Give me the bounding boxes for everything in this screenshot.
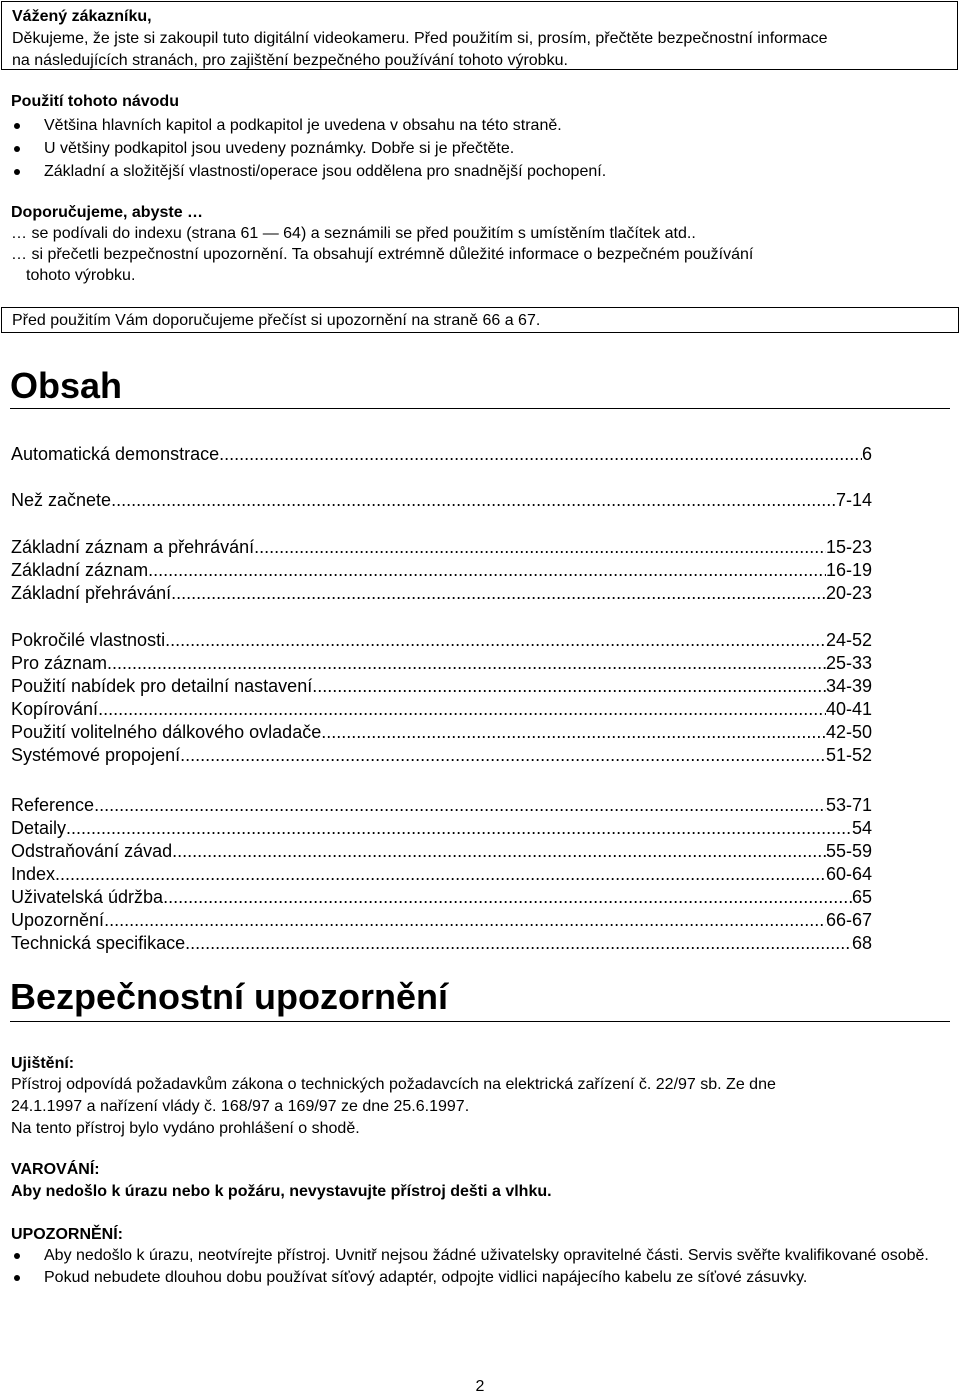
toc-group-1 — [11, 443, 872, 466]
assurance-text — [11, 1074, 891, 1140]
caution-item: Aby nedošlo k úrazu, neotvírejte přístroj. Uvnitř nejsou žádné uživatelsky opravitelné části. Servis svěřte kvalifikované osobě. — [11, 1245, 951, 1266]
caution-heading: UPOZORNĚNÍ: — [11, 1226, 123, 1243]
greeting: Vážený zákazníku, — [12, 8, 152, 25]
toc-entry[interactable]: Detaily ..... 54 — [11, 817, 872, 840]
safety-title: Bezpečnostní upozornění — [10, 976, 449, 1017]
toc-entry[interactable]: Reference ..... 53-71 — [11, 794, 872, 817]
assurance-line-3: Na tento přístroj bylo vydáno prohlášení o shodě. — [11, 1120, 360, 1137]
toc-entry[interactable]: Odstraňování závad ..... 55-59 — [11, 840, 872, 863]
toc-entry[interactable]: Systémové propojení ..... 51-52 — [11, 744, 872, 767]
toc-entry[interactable]: Pokročilé vlastnosti ..... 24-52 — [11, 629, 872, 652]
toc-group-4 — [11, 629, 872, 767]
warning-heading: VAROVÁNÍ: — [11, 1161, 100, 1178]
assurance-line-2: 24.1.1997 a nařízení vlády č. 168/97 a 169/97 ze dne 25.6.1997. — [11, 1098, 470, 1115]
toc-entry[interactable]: Automatická demonstrace ..... 6 — [11, 443, 872, 466]
intro-line-2: na následujících stranách, pro zajištění bezpečného používání tohoto výrobku. — [12, 52, 568, 69]
recommend-line-2: … si přečetli bezpečnostní upozornění. Ta obsahují extrémně důležité informace o bezpečném používání — [11, 246, 754, 263]
toc-title: Obsah — [10, 365, 123, 406]
toc-entry[interactable]: Technická specifikace ..... 68 — [11, 932, 872, 955]
toc-group-5 — [11, 794, 872, 955]
recommend-line-1: … se podívali do indexu (strana 61 — 64) a seznámili se před použitím s umístěním tlačítek atd.. — [11, 225, 696, 242]
safety-title-rule — [10, 1021, 950, 1022]
caution-list — [11, 1245, 951, 1288]
usage-heading: Použití tohoto návodu — [11, 93, 179, 110]
usage-bullet: Většina hlavních kapitol a podkapitol je uvedena v obsahu na této straně. — [11, 114, 606, 137]
toc-entry[interactable]: Kopírování ..... 40-41 — [11, 698, 872, 721]
toc-entry[interactable]: Základní záznam ..... 16-19 — [11, 559, 872, 582]
intro-line-1: Děkujeme, že jste si zakoupil tuto digitální videokameru. Před použitím si, prosím, přečtěte bezpečnostní informace — [12, 30, 828, 47]
toc-entry[interactable]: Uživatelská údržba ..... 65 — [11, 886, 872, 909]
toc-entry[interactable]: Index ..... 60-64 — [11, 863, 872, 886]
toc-entry[interactable]: Použití nabídek pro detailní nastavení ..... 34-39 — [11, 675, 872, 698]
toc-entry[interactable]: Použití volitelného dálkového ovladače ..... 42-50 — [11, 721, 872, 744]
page-number: 2 — [475, 1378, 485, 1395]
toc-entry[interactable]: Základní záznam a přehrávání ..... 15-23 — [11, 536, 872, 559]
assurance-heading: Ujištění: — [11, 1055, 75, 1072]
warning-text: Aby nedošlo k úrazu nebo k požáru, nevystavujte přístroj dešti a vlhku. — [11, 1183, 552, 1200]
toc-entry[interactable]: Základní přehrávání ..... 20-23 — [11, 582, 872, 605]
advice-box: Před použitím Vám doporučujeme přečíst si upozornění na straně 66 a 67. — [1, 307, 959, 333]
toc-entry[interactable]: Upozornění ..... 66-67 — [11, 909, 872, 932]
toc-entry[interactable]: Pro záznam ..... 25-33 — [11, 652, 872, 675]
toc-group-3 — [11, 536, 872, 605]
intro-box — [1, 1, 958, 70]
usage-bullets — [11, 114, 606, 183]
usage-bullet: U většiny podkapitol jsou uvedeny poznámky. Dobře si je přečtěte. — [11, 137, 606, 160]
toc-title-rule — [10, 408, 950, 409]
assurance-line-1: Přístroj odpovídá požadavkům zákona o technických požadavcích na elektrická zařízení č. 22/97 sb. Ze dne — [11, 1076, 776, 1093]
recommend-line-3: tohoto výrobku. — [26, 267, 136, 284]
recommend-heading: Doporučujeme, abyste … — [11, 204, 204, 221]
caution-item: Pokud nebudete dlouhou dobu používat síťový adaptér, odpojte vidlici napájecího kabelu ze síťové zásuvky. — [11, 1267, 951, 1288]
toc-entry[interactable]: Než začnete ..... 7-14 — [11, 489, 872, 512]
toc-group-2 — [11, 489, 872, 512]
usage-bullet: Základní a složitější vlastnosti/operace jsou oddělena pro snadnější pochopení. — [11, 160, 606, 183]
